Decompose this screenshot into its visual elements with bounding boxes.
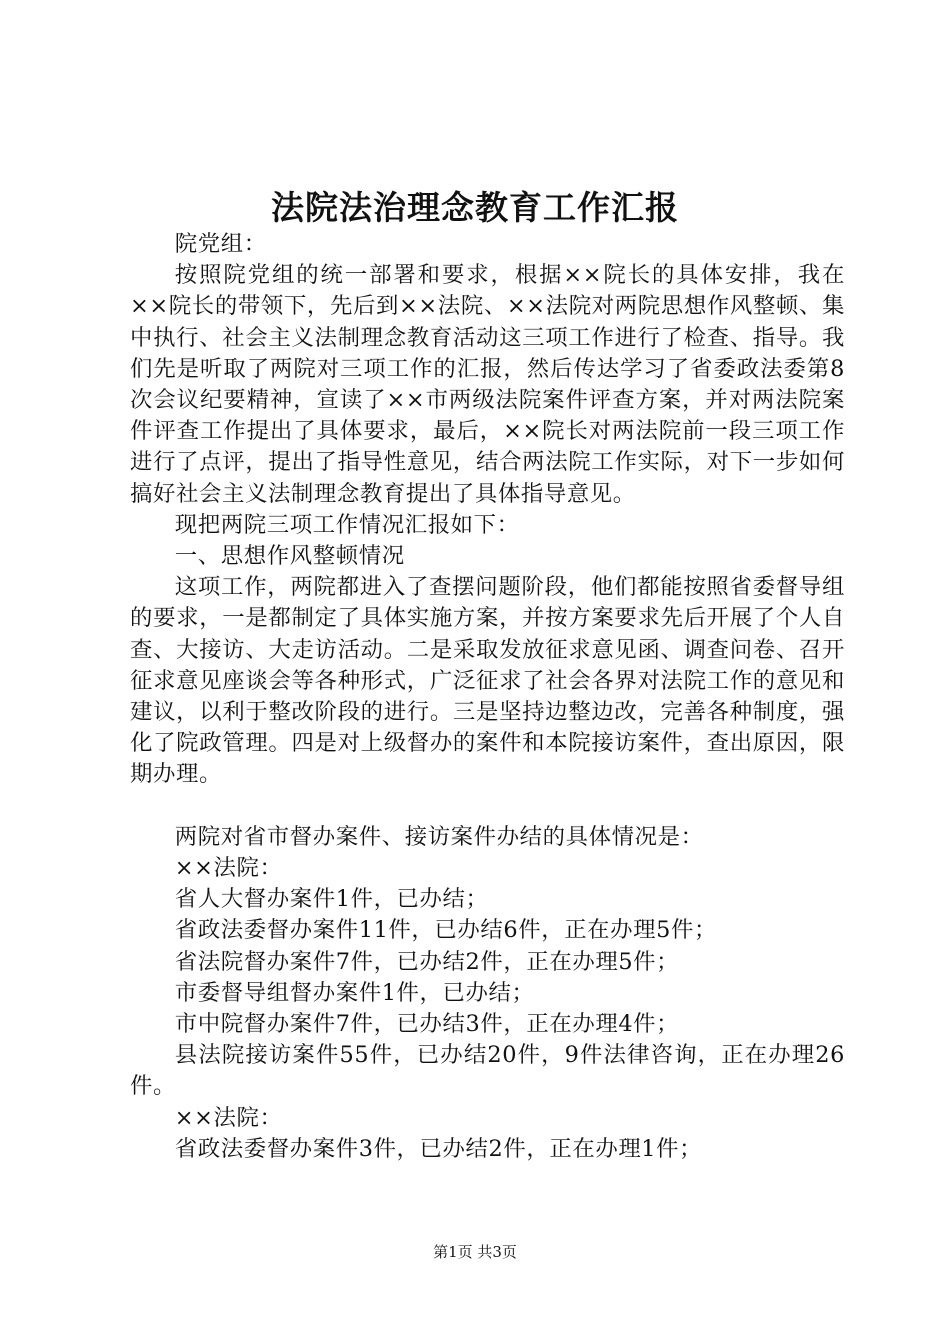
document-title: 法院法治理念教育工作汇报 (271, 188, 679, 227)
page-footer: 第1页 共3页 (433, 1243, 517, 1261)
case-line: 市委督导组督办案件1件，已办结； (174, 979, 535, 1006)
case-line: 省政法委督办案件3件，已办结2件，正在办理1件； (174, 1135, 703, 1162)
salutation: 院党组： (174, 231, 267, 257)
paragraph-intro: 按照院党组的统一部署和要求，根据××院长的具体安排，我在××院长的带领下，先后到××法院、××法院对两院思想作风整顿、集中执行、社会主义法制理念教育活动这三项工作进行了检查、指导。我们先是听取了两院对三项工作的汇报，然后传达学习了省委政法委第8次会议纪要精神，宣读了××市两级法院案件评查方案，并对两法院案件评查工作提出了具体要求，最后，××院长对两法院前一段三项工作进行了点评，提出了指导性意见，结合两法院工作实际，对下一步如何搞好社会主义法制理念教育提出了具体指导意见。 (130, 262, 845, 507)
case-line: 市中院督办案件7件，已办结3件，正在办理4件； (174, 1011, 680, 1038)
paragraph-report-lead: 现把两院三项工作情况汇报如下： (174, 511, 520, 538)
court-heading-2: ××法院： (174, 1104, 283, 1131)
case-line: 省法院督办案件7件，已办结2件，正在办理5件； (174, 948, 680, 975)
court-heading-1: ××法院： (174, 855, 283, 882)
case-line: 县法院接访案件55件，已办结20件，9件法律咨询，正在办理26件。 (130, 1042, 845, 1100)
document-body (130, 229, 845, 1165)
paragraph-rectification: 这项工作，两院都进入了查摆问题阶段，他们都能按照省委督导组的要求，一是都制定了具体实施方案，并按方案要求先后开展了个人自查、大接访、大走访活动。二是采取发放征求意见函、调查问卷、召开征求意见座谈会等各种形式，广泛征求了社会各界对法院工作的意见和建议，以利于整改阶段的进行。三是坚持边整边改，完善各种制度，强化了院政管理。四是对上级督办的案件和本院接访案件，查出原因，限期办理。 (130, 574, 845, 788)
case-line: 省人大督办案件1件，已办结； (174, 886, 489, 913)
section-heading-1: 一、思想作风整顿情况 (174, 543, 405, 570)
case-line: 省政法委督办案件11件，已办结6件，正在办理5件； (174, 917, 717, 944)
paragraph-case-status-lead: 两院对省市督办案件、接访案件办结的具体情况是： (174, 823, 704, 850)
